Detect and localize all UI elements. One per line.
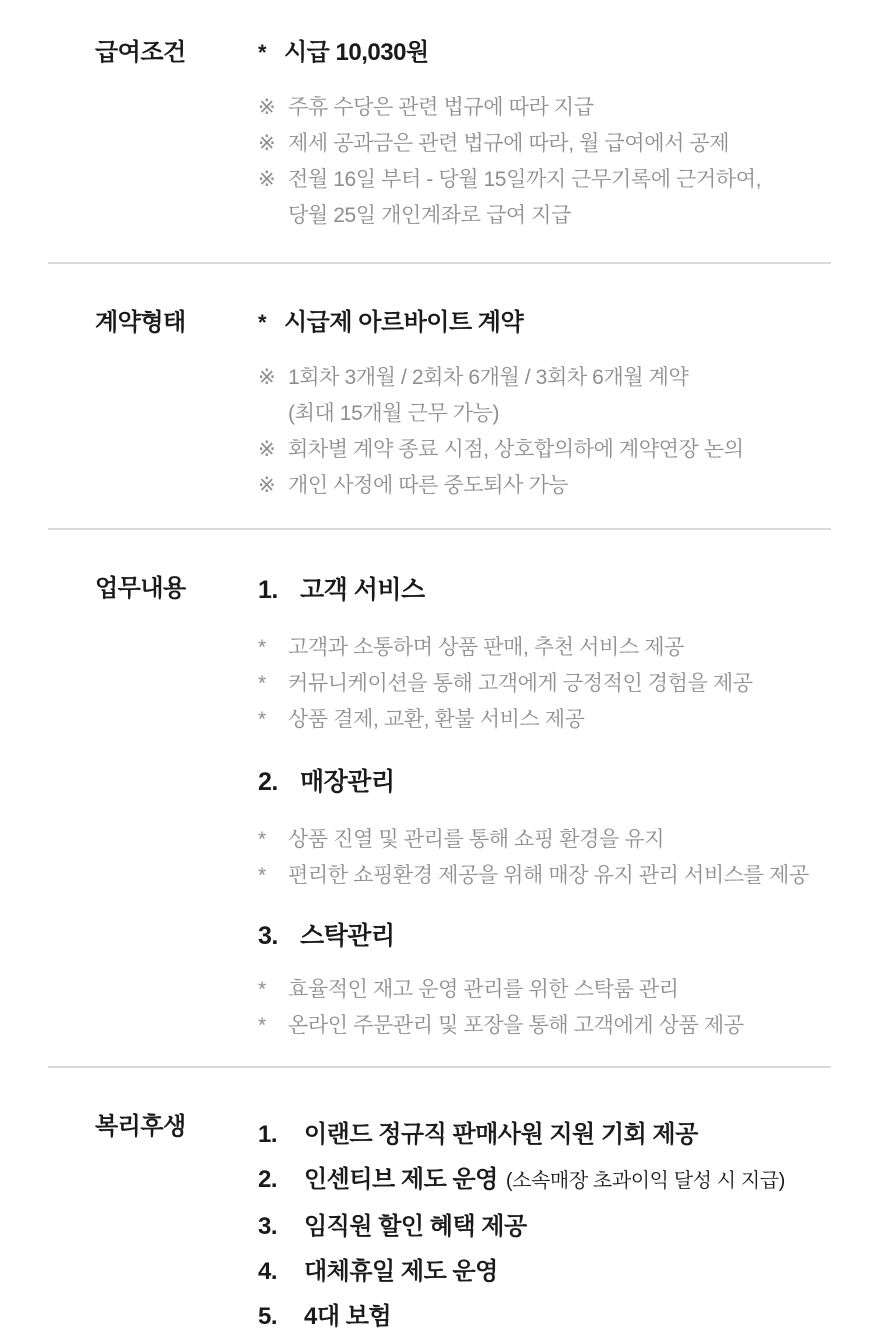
empty-marker <box>258 396 288 432</box>
section-heading-salary: 급여조건 <box>95 39 186 66</box>
contract-main-line <box>258 308 849 338</box>
contract-type-text: 시급제 아르바이트 계약 <box>284 309 524 336</box>
section-heading-duties: 업무내용 <box>95 575 186 602</box>
duty-item-text: 온라인 주문관리 및 포장을 통해 고객에게 상품 제공 <box>288 1014 744 1037</box>
duty-item <box>258 630 849 666</box>
duty-item-text: 고객과 소통하며 상품 판매, 추천 서비스 제공 <box>288 636 684 659</box>
reference-marker: ※ <box>258 96 276 119</box>
duty-item <box>258 666 849 702</box>
duty-group-number: 1. <box>258 576 278 604</box>
duty-item <box>258 858 849 894</box>
duty-item <box>258 972 849 1008</box>
asterisk-marker: * <box>258 708 266 731</box>
duty-group-number: 3. <box>258 922 278 950</box>
duty-group-title-text: 매장관리 <box>300 768 395 796</box>
duty-group-store-management <box>258 766 849 894</box>
section-heading-contract: 계약형태 <box>95 309 186 336</box>
section-content-salary <box>258 38 849 234</box>
duty-item-text: 효율적인 재고 운영 관리를 위한 스탁룸 관리 <box>288 978 679 1001</box>
reference-marker: ※ <box>258 132 276 155</box>
note-text: 제세 공과금은 관련 법규에 따라, 월 급여에서 공제 <box>288 132 730 155</box>
benefit-text: 이랜드 정규직 판매사원 지원 기회 제공 <box>304 1121 698 1148</box>
salary-note-3 <box>258 162 849 198</box>
salary-notes <box>258 90 849 234</box>
asterisk-marker: * <box>258 672 266 695</box>
benefit-text: 대체휴일 제도 운영 <box>304 1258 498 1285</box>
duty-item-text: 상품 결제, 교환, 환불 서비스 제공 <box>288 708 585 731</box>
benefit-number: 3. <box>258 1213 278 1240</box>
reference-marker: ※ <box>258 474 276 497</box>
section-content-contract <box>258 308 849 504</box>
asterisk-marker: * <box>258 636 266 659</box>
benefit-text: 인센티브 제도 운영 <box>304 1166 498 1193</box>
benefit-item-2 <box>258 1157 849 1204</box>
section-salary <box>0 38 879 234</box>
note-text: 주휴 수당은 관련 법규에 따라 지급 <box>288 96 594 119</box>
duty-item-text: 편리한 쇼핑환경 제공을 위해 매장 유지 관리 서비스를 제공 <box>288 864 809 887</box>
salary-note-2 <box>258 126 849 162</box>
note-text: (최대 15개월 근무 가능) <box>288 402 500 425</box>
duty-item-text: 상품 진열 및 관리를 통해 쇼핑 환경을 유지 <box>288 828 665 851</box>
section-benefits <box>0 1112 879 1339</box>
salary-main-line <box>258 38 849 68</box>
benefit-suffix: (소속매장 초과이익 달성 시 지급) <box>505 1170 785 1192</box>
duty-group-items <box>258 972 849 1044</box>
duty-group-title-text: 고객 서비스 <box>300 576 425 604</box>
duty-group-title <box>258 766 849 798</box>
contract-note-2 <box>258 432 849 468</box>
section-divider <box>48 262 831 264</box>
benefit-item-1 <box>258 1112 849 1157</box>
duty-item-text: 커뮤니케이션을 통해 고객에게 긍정적인 경험을 제공 <box>288 672 753 695</box>
benefit-text: 임직원 할인 혜택 제공 <box>304 1213 527 1240</box>
contract-notes <box>258 360 849 504</box>
note-text: 개인 사정에 따른 중도퇴사 가능 <box>288 474 569 497</box>
asterisk-marker: * <box>258 310 267 335</box>
section-content-duties <box>258 574 849 1044</box>
asterisk-marker: * <box>258 1014 266 1037</box>
duty-group-title-text: 스탁관리 <box>300 922 395 950</box>
hourly-wage-text: 시급 10,030원 <box>284 39 429 66</box>
contract-note-1 <box>258 360 849 396</box>
duty-group-customer-service <box>258 574 849 738</box>
section-divider <box>48 528 831 530</box>
section-duties <box>0 574 879 1044</box>
asterisk-marker: * <box>258 828 266 851</box>
reference-marker: ※ <box>258 438 276 461</box>
duty-group-number: 2. <box>258 768 278 796</box>
section-content-benefits <box>258 1112 849 1339</box>
duty-item <box>258 702 849 738</box>
benefit-number: 2. <box>258 1166 278 1193</box>
benefit-item-5 <box>258 1294 849 1339</box>
asterisk-marker: * <box>258 40 267 65</box>
duty-group-items <box>258 822 849 894</box>
benefit-text: 4대 보험 <box>304 1303 392 1330</box>
note-text: 전월 16일 부터 - 당월 15일까지 근무기록에 근거하여, <box>288 168 762 191</box>
benefit-item-3 <box>258 1204 849 1249</box>
asterisk-marker: * <box>258 864 266 887</box>
duty-item <box>258 822 849 858</box>
benefit-number: 4. <box>258 1258 278 1285</box>
contract-note-3 <box>258 468 849 504</box>
benefit-number: 5. <box>258 1303 278 1330</box>
duty-group-items <box>258 630 849 738</box>
duty-group-title <box>258 574 849 606</box>
section-contract <box>0 308 879 504</box>
note-text: 1회차 3개월 / 2회차 6개월 / 3회차 6개월 계약 <box>288 366 689 389</box>
note-text: 회차별 계약 종료 시점, 상호합의하에 계약연장 논의 <box>288 438 744 461</box>
section-heading-benefits: 복리후생 <box>95 1113 186 1140</box>
section-divider <box>48 1066 831 1068</box>
duty-group-title <box>258 920 849 952</box>
salary-note-1 <box>258 90 849 126</box>
note-text: 당월 25일 개인계좌로 급여 지급 <box>288 204 571 227</box>
benefit-item-4 <box>258 1249 849 1294</box>
salary-note-3-continued <box>258 198 849 234</box>
duty-group-stock-management <box>258 920 849 1044</box>
asterisk-marker: * <box>258 978 266 1001</box>
reference-marker: ※ <box>258 366 276 389</box>
duty-item <box>258 1008 849 1044</box>
reference-marker: ※ <box>258 168 276 191</box>
benefit-number: 1. <box>258 1121 278 1148</box>
contract-note-1-continued <box>258 396 849 432</box>
empty-marker <box>258 198 288 234</box>
